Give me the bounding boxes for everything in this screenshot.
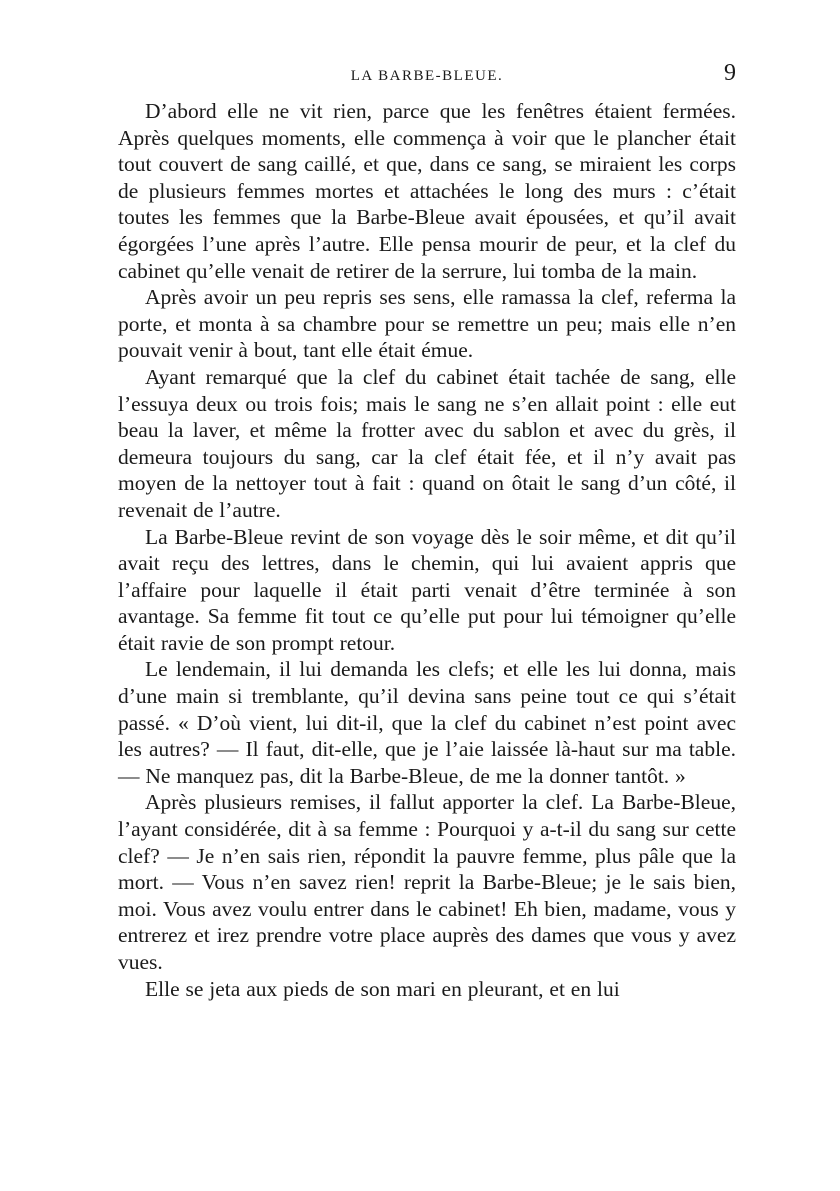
paragraph-1: D’abord elle ne vit rien, parce que les fenêtres étaient fermées. Après quelques moments, elle commença à voir que le plancher était tout couvert de sang caillé, et que, dans ce sang, se miraient les corps de plusieurs femmes mortes et attachées le long des murs : c’était toutes les femmes que la Barbe-Bleue avait épousées, et qu’il avait égorgées l’une après l’autre. Elle pensa mourir de peur, et la clef du cabinet qu’elle venait de retirer de la serrure, lui tomba de la main. bbox=[118, 99, 736, 283]
running-title: LA BARBE-BLEUE. bbox=[350, 68, 504, 84]
paragraph-5: Le lendemain, il lui demanda les clefs; et elle les lui donna, mais d’une main si tremblante, qu’il devina sans peine tout ce qui s’était passé. « D’où vient, lui dit-il, que la clef du cabinet n’est point avec les autres? — Il faut, dit-elle, que je l’aie laissée là-haut sur ma table. — Ne manquez pas, dit la Barbe-Bleue, de me la donner tantôt. » bbox=[118, 657, 736, 788]
paragraph-2: Après avoir un peu repris ses sens, elle ramassa la clef, referma la porte, et monta à sa chambre pour se remettre un peu; mais elle n’en pouvait venir à bout, tant elle était émue. bbox=[118, 285, 736, 363]
paragraph-4: La Barbe-Bleue revint de son voyage dès le soir même, et dit qu’il avait reçu des lettres, dans le chemin, qui lui avaient appris que l’affaire pour laquelle il était parti venait d’être terminée à son avantage. Sa femme fit tout ce qu’elle put pour lui témoigner qu’elle était ravie de son prompt retour. bbox=[118, 524, 736, 655]
body-text bbox=[118, 98, 736, 1002]
paragraph-7: Elle se jeta aux pieds de son mari en pleurant, et en lui bbox=[145, 976, 620, 1001]
paragraph-6: Après plusieurs remises, il fallut apporter la clef. La Barbe-Bleue, l’ayant considérée, dit à sa femme : Pourquoi y a-t-il du sang sur cette clef? — Je n’en sais rien, répondit la pauvre femme, plus pâle que la mort. — Vous n’en savez rien! reprit la Barbe-Bleue; je le sais bien, moi. Vous avez voulu entrer dans le cabinet! Eh bien, madame, vous y entrerez et irez prendre votre place auprès des dames que vous y avez vues. bbox=[118, 790, 736, 974]
running-head bbox=[118, 60, 736, 94]
paragraph-3: Ayant remarqué que la clef du cabinet était tachée de sang, elle l’essuya deux ou trois fois; mais le sang ne s’en allait point : elle eut beau la laver, et même la frotter avec du sablon et avec du grès, il demeura toujours du sang, car la clef était fée, et il n’y avait pas moyen de la nettoyer tout à fait : quand on ôtait le sang d’un côté, il revenait de l’autre. bbox=[118, 364, 736, 522]
page-number: 9 bbox=[724, 60, 736, 86]
